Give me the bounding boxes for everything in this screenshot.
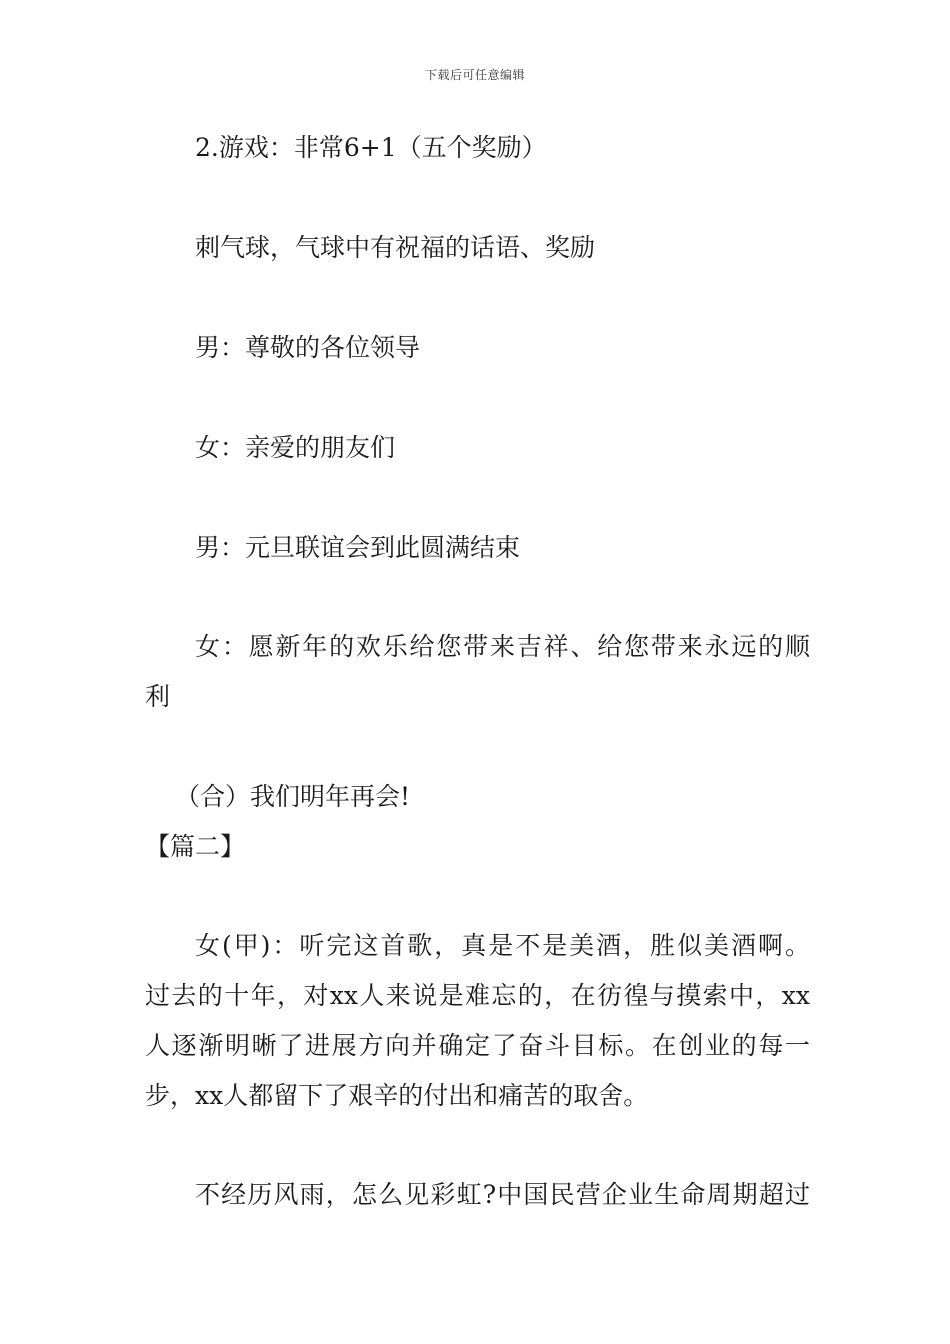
section-heading: 【篇二】 bbox=[145, 832, 246, 861]
paragraph-line: 刺气球，气球中有祝福的话语、奖励 bbox=[195, 233, 596, 262]
paragraph-line: 女(甲)：听完这首歌，真是不是美酒，胜似美酒啊。 bbox=[195, 931, 810, 960]
paragraph-line: 男：元旦联谊会到此圆满结束 bbox=[195, 533, 521, 562]
paragraph-line: 步，xx人都留下了艰辛的付出和痛苦的取舍。 bbox=[145, 1081, 649, 1110]
paragraph-line: 女：愿新年的欢乐给您带来吉祥、给您带来永远的顺 bbox=[195, 632, 810, 661]
paragraph-line: 男：尊敬的各位领导 bbox=[195, 333, 421, 362]
page-header: 下载后可任意编辑 bbox=[424, 68, 525, 82]
paragraph-line: （合）我们明年再会! bbox=[175, 782, 411, 811]
paragraph-line: 2.游戏：非常6+1（五个奖励） bbox=[195, 133, 547, 162]
paragraph-line: 利 bbox=[145, 682, 171, 711]
paragraph-line: 女：亲爱的朋友们 bbox=[195, 433, 396, 462]
paragraph-line: 人逐渐明晰了进展方向并确定了奋斗目标。在创业的每一 bbox=[145, 1031, 810, 1060]
paragraph-line: 过去的十年，对xx人来说是难忘的，在彷徨与摸索中，xx bbox=[145, 981, 810, 1010]
paragraph-line: 不经历风雨，怎么见彩虹?中国民营企业生命周期超过 bbox=[195, 1180, 810, 1209]
